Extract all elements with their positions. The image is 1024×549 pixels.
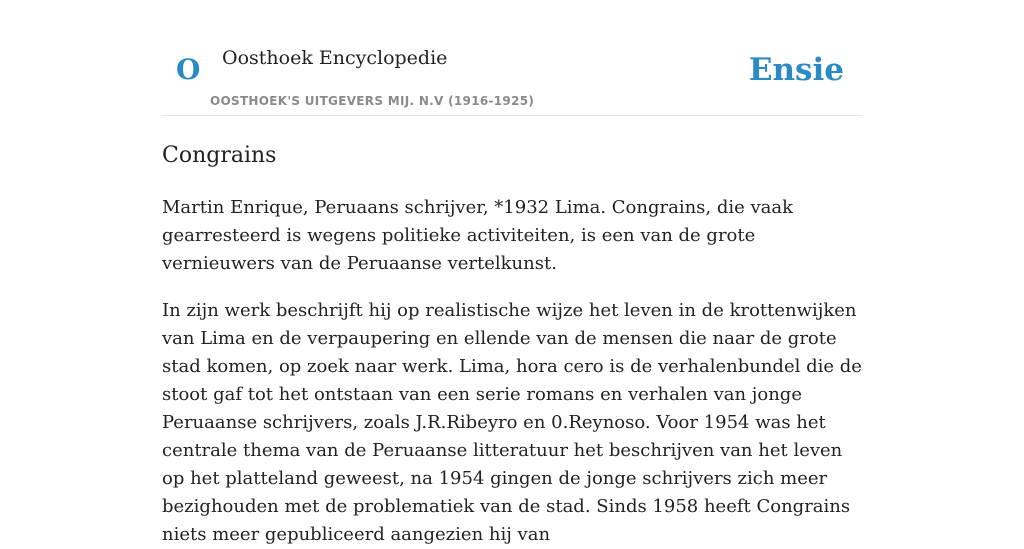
source-header [162,0,862,116]
source-title[interactable]: Oosthoek Encyclopedie [222,47,448,69]
article-title: Congrains [162,143,277,168]
article-paragraph: In zijn werk beschrijft hij op realistische wijze het leven in de krottenwijken van Lima en de verpaupering en ellende van de mensen die naar de grote stad komen, op zoek naar werk. Lima, hora cero is de verhalenbundel die de stoot gaf tot het ontstaan van een serie romans en verhalen van jonge Peruaanse schrijvers, zoals J.R.Ribeyro en 0.Reynoso. Voor 1954 was het centrale thema van de Peruaanse litteratuur het beschrijven van het leven op het platteland geweest, na 1954 gingen de jonge schrijvers zich meer bezighouden met de problematiek van de stad. Sinds 1958 heeft Congrains niets meer gepubliceerd aangezien hij van [162,300,862,545]
brand-logo-link[interactable]: Ensie [748,52,844,88]
source-subtitle: OOSTHOEK'S UITGEVERS MIJ. N.V (1916-1925) [210,94,535,108]
content-container [162,0,862,549]
source-logo[interactable]: O [176,53,201,86]
article-paragraph: Martin Enrique, Peruaans schrijver, *1932 Lima. Congrains, die vaak gearresteerd is wegens politieke activiteiten, is een van de grote vernieuwers van de Peruaanse vertelkunst. [162,197,794,274]
